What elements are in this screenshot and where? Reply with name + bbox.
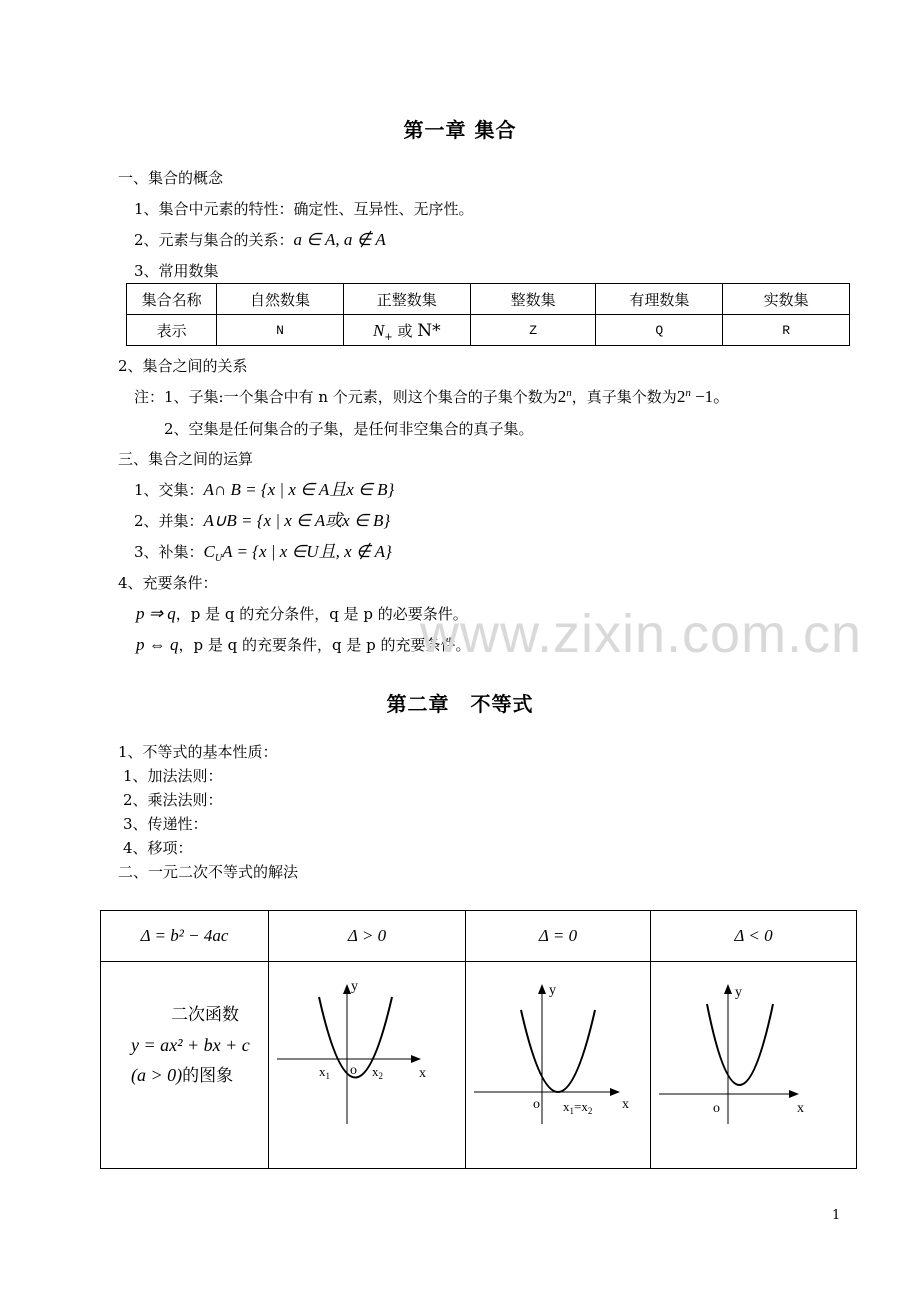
table-row	[127, 315, 850, 346]
multiplication-rule: 2、乘法法则：	[123, 791, 223, 809]
note-subset-count: 注：1、子集:一个集合中有 n 个元素，则这个集合的子集个数为2$^n$，真子集个数为$2^n -1$。	[134, 387, 731, 406]
x-label: x	[622, 1097, 629, 1112]
section-operations: 三、集合之间的运算	[118, 450, 254, 468]
x-arrow-icon	[610, 1088, 620, 1096]
intersection-formula: A∩ B = {x | x ∈ A且x ∈ B}	[203, 480, 395, 499]
root-x2-label: $x_2$	[372, 1064, 383, 1081]
common-number-sets: 3、常用数集	[134, 262, 219, 280]
graph-one-root	[466, 962, 651, 1169]
sufficient-condition: p ⇒ q，p 是 q 的充分条件，q 是 p 的必要条件。	[136, 604, 468, 623]
delta-positive-header: Δ > 0	[269, 911, 466, 962]
table-cell: $N_+$ 或 N*	[343, 315, 470, 346]
element-properties: 1、集合中元素的特性：确定性、互异性、无序性。	[134, 200, 474, 218]
table-cell: Q	[596, 315, 723, 346]
section-concept: 一、集合的概念	[118, 169, 224, 187]
x-label: x	[419, 1066, 426, 1081]
section-conditions: 4、充要条件：	[118, 574, 218, 592]
chapter-2-title: 第二章 不等式	[386, 692, 534, 716]
table-cell: N	[217, 315, 344, 346]
origin-label: o	[533, 1097, 540, 1112]
y-arrow-icon	[343, 984, 351, 994]
delta-zero-header: Δ = 0	[466, 911, 651, 962]
table-header: 实数集	[723, 284, 850, 315]
page-number: 1	[832, 1208, 841, 1223]
number-sets-table	[126, 283, 850, 346]
note-empty-set: 2、空集是任何集合的子集，是任何非空集合的真子集。	[164, 420, 534, 438]
double-root-label: $x_1=x_2$	[563, 1099, 593, 1116]
complement: 3、补集：$C_UA = \{x$ | x ∈U且, x ∉ A}	[134, 542, 392, 564]
x-arrow-icon	[411, 1055, 421, 1063]
section-basic-properties: 1、不等式的基本性质：	[118, 743, 278, 761]
quadratic-label: 二次函数 y = ax² + bx + c (a > 0)的图象	[101, 962, 269, 1169]
table-row	[127, 284, 850, 315]
union-formula: A∪B = {x | x ∈ A或x ∈ B}	[203, 511, 391, 530]
watermark: www.zixin.com.cn	[420, 604, 863, 664]
relation-formula: a ∈ A, a ∉ A	[293, 230, 386, 249]
transposition: 4、移项：	[123, 839, 193, 857]
x-label: x	[797, 1101, 804, 1116]
parabola-curve	[707, 1004, 773, 1085]
union: 2、并集：A∪B = {x | x ∈ A或x ∈ B}	[134, 511, 391, 530]
parabola-curve	[521, 1010, 595, 1092]
table-header: 整数集	[470, 284, 596, 315]
table-row	[101, 911, 857, 962]
section-relations: 2、集合之间的关系	[118, 357, 248, 375]
table-header: 正整数集	[343, 284, 470, 315]
intersection: 1、交集：A∩ B = {x | x ∈ A且x ∈ B}	[134, 480, 395, 499]
complement-formula: A = {x | x ∈U且, x ∉ A}	[222, 542, 392, 561]
quadratic-table	[100, 910, 857, 1169]
origin-label: o	[713, 1101, 720, 1116]
element-relation: 2、元素与集合的关系：a ∈ A, a ∉ A	[134, 230, 386, 249]
section-quadratic-inequality: 二、一元二次不等式的解法	[118, 863, 299, 881]
table-header: 有理数集	[596, 284, 723, 315]
transitivity: 3、传递性：	[123, 815, 208, 833]
table-cell: 表示	[127, 315, 217, 346]
table-row	[101, 962, 857, 1169]
table-header: 自然数集	[217, 284, 344, 315]
y-arrow-icon	[538, 984, 546, 994]
parabola-no-roots	[651, 962, 856, 1130]
graph-no-roots	[651, 962, 857, 1169]
discriminant-header: Δ = b² − 4ac	[101, 911, 269, 962]
root-x1-label: $x_1$	[319, 1064, 330, 1081]
y-label: y	[549, 983, 556, 998]
table-cell: R	[723, 315, 850, 346]
graph-two-roots	[269, 962, 466, 1169]
table-cell: Z	[470, 315, 596, 346]
x-arrow-icon	[789, 1090, 799, 1098]
y-label: y	[351, 979, 358, 994]
table-header: 集合名称	[127, 284, 217, 315]
necessary-sufficient-condition: p ⇔ q，p 是 q 的充要条件，q 是 p 的充要条件。	[136, 635, 471, 654]
addition-rule: 1、加法法则：	[123, 767, 223, 785]
origin-label: o	[350, 1063, 357, 1078]
parabola-two-roots	[269, 962, 465, 1130]
parabola-one-root	[466, 962, 650, 1130]
y-label: y	[735, 985, 742, 1000]
delta-negative-header: Δ < 0	[651, 911, 857, 962]
y-arrow-icon	[724, 984, 732, 994]
chapter-1-title: 第一章 集合	[403, 118, 517, 142]
